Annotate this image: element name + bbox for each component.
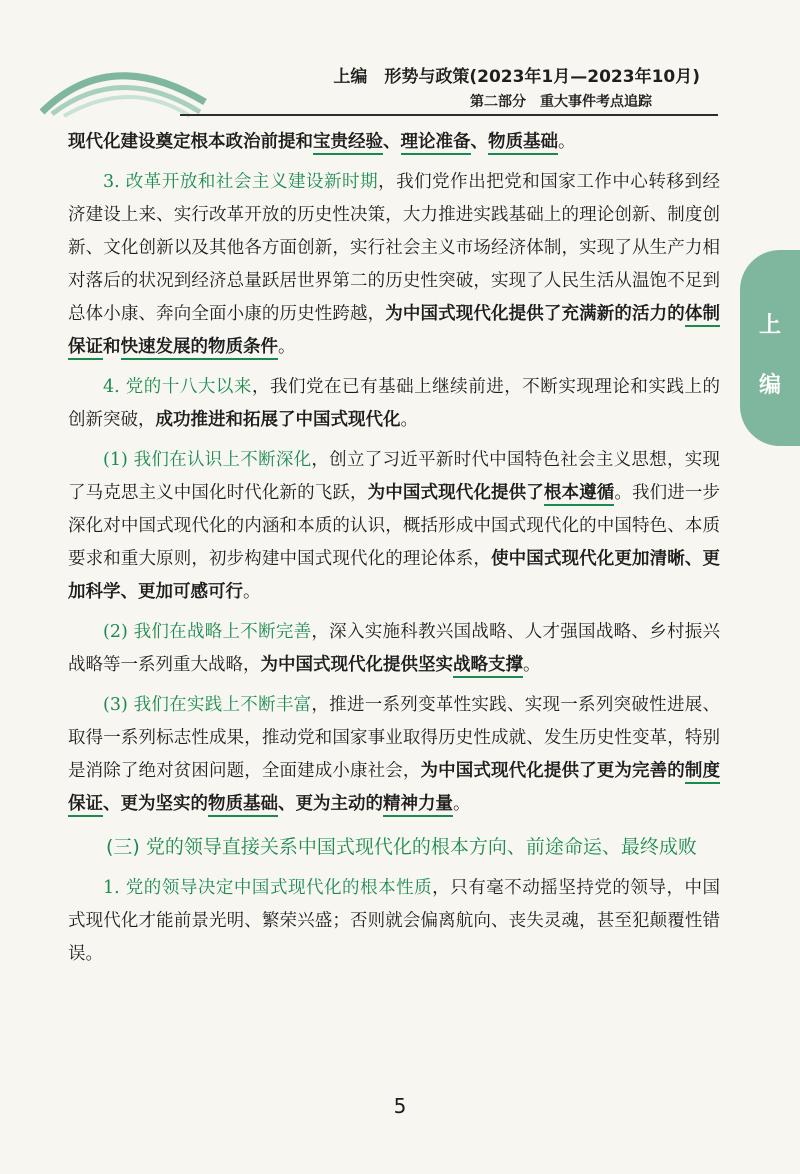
side-tab-char-2: 编 [758, 373, 781, 398]
point-heading: (3) 我们在实践上不断丰富 [103, 695, 312, 715]
paragraph-4-1 [68, 444, 720, 609]
bold-text: 、更为主动的 [278, 794, 383, 814]
bold-text: 、 [470, 132, 488, 152]
bold-text: 、更为坚实的 [103, 794, 208, 814]
text: 。 [243, 582, 261, 602]
underlined-key: 制度保证 [68, 761, 720, 817]
side-tab [740, 250, 800, 446]
point-heading: 1. 党的领导决定中国式现代化的根本性质 [103, 878, 433, 898]
underlined-key: 物质基础 [208, 794, 278, 817]
text: ，只有毫不动摇坚持党的领导，中国式现代化才能前景光明、繁荣兴盛；否则就会偏离航向、丧失灵魂，甚至犯颠覆性错误。 [68, 878, 721, 964]
paragraph-4-2 [68, 616, 720, 682]
header-title: 上编 形势与政策(2023年1月—2023年10月) [333, 67, 700, 87]
underlined-key: 物质基础 [488, 132, 558, 155]
bold-text: 为中国式现代化提供了更为完善的 [420, 761, 685, 781]
text: ，创立了习近平新时代中国特色社会主义思想，实现了马克思主义中国化时代化新的飞跃， [68, 450, 720, 503]
text: ，我们党在已有基础上继续前进，不断实现理论和实践上的创新突破， [68, 377, 720, 430]
bold-text: 为中国式现代化提供了 [367, 483, 544, 503]
text: 。 [523, 655, 541, 675]
text: 。 [558, 132, 576, 152]
text: 。 [453, 794, 471, 814]
bold-text: 使中国式现代化更加清晰、更加科学、更加可感可行 [68, 549, 720, 602]
paragraph-1 [68, 872, 720, 971]
text: 。 [278, 337, 296, 357]
point-heading: 3. 改革开放和社会主义建设新时期 [103, 172, 379, 192]
underlined-key: 理论准备 [401, 132, 471, 155]
text: ，深入实施科教兴国战略、人才强国战略、乡村振兴战略等一系列重大战略， [68, 622, 720, 675]
text: ，推进一系列变革性实践、实现一系列突破性进展、取得一系列标志性成果，推动党和国家事业取得历史性成就、发生历史性变革，特别是消除了绝对贫困问题，全面建成小康社会， [68, 695, 720, 781]
side-tab-char-1: 上 [758, 313, 781, 338]
underlined-key: 精神力量 [383, 794, 453, 817]
header-arc-ornament [40, 40, 210, 120]
paragraph-4-3 [68, 689, 720, 821]
text: ，我们党作出把党和国家工作中心转移到经济建设上来、实行改革开放的历史性决策，大力推进实践基础上的理论创新、制度创新、文化创新以及其他各方面创新，实行社会主义市场经济体制，实现了从生产力相对落后的状况到经济总量跃居世界第二的历史性突破，实现了人民生活从温饱不足到总体小康、奔向全面小康的历史性跨越， [68, 172, 720, 324]
text: 。我们进一步深化对中国式现代化的内涵和本质的认识，概括形成中国式现代化的中国特色、本质要求和重大原则，初步构建中国式现代化的理论体系， [68, 483, 720, 569]
paragraph-4 [68, 371, 720, 437]
paragraph-continuation [68, 126, 720, 159]
bold-text: 、 [383, 132, 401, 152]
bold-text: 成功推进和拓展了中国式现代化 [155, 410, 401, 430]
page-number: 5 [393, 1094, 407, 1118]
bold-text: 现代化建设奠定根本政治前提和 [68, 132, 313, 152]
underlined-key: 战略支撑 [453, 655, 523, 678]
underlined-key: 快速发展的物质条件 [121, 337, 279, 360]
header-rule [180, 114, 718, 116]
point-heading: (1) 我们在认识上不断深化 [103, 450, 312, 470]
paragraph-3 [68, 166, 720, 364]
header-subtitle: 第二部分 重大事件考点追踪 [470, 94, 652, 110]
bold-text: 为中国式现代化提供坚实 [260, 655, 453, 675]
text: 。 [400, 410, 418, 430]
bold-text: 为中国式现代化提供了充满新的活力的 [385, 304, 685, 324]
point-heading: 4. 党的十八大以来 [103, 377, 252, 397]
underlined-key: 体制保证 [68, 304, 720, 360]
underlined-key: 宝贵经验 [313, 132, 383, 155]
underlined-key: 根本遵循 [544, 483, 615, 506]
page-content [68, 126, 720, 978]
bold-text: 和 [103, 337, 121, 357]
point-heading: (2) 我们在战略上不断完善 [103, 622, 312, 642]
section-heading: (三) 党的领导直接关系中国式现代化的根本方向、前途命运、最终成败 [106, 836, 697, 858]
